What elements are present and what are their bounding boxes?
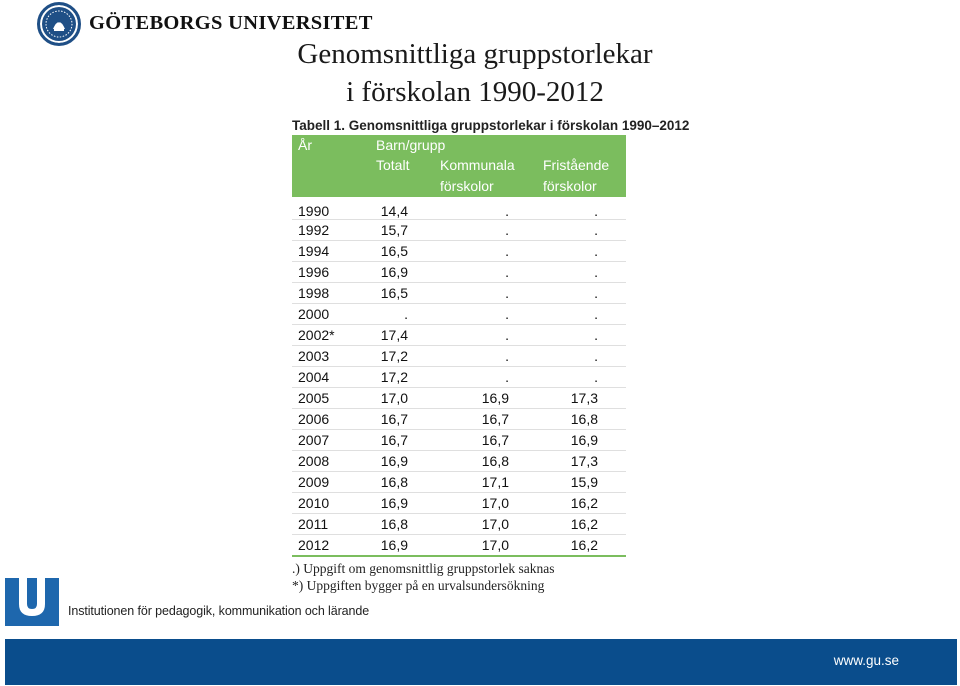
- cell-total: .: [370, 304, 434, 325]
- table-caption: Tabell 1. Genomsnittliga gruppstorlekar i förskolan 1990–2012: [292, 118, 690, 133]
- table-row: [292, 262, 626, 283]
- cell-municipal: .: [434, 283, 537, 304]
- cell-year: 2011: [292, 514, 370, 535]
- group-size-table: [292, 135, 626, 557]
- cell-year: 2010: [292, 493, 370, 514]
- cell-independent: .: [537, 220, 626, 241]
- cell-independent: 16,9: [537, 430, 626, 451]
- cell-municipal: .: [434, 346, 537, 367]
- cell-independent: 17,3: [537, 451, 626, 472]
- table-row: [292, 493, 626, 514]
- header-municipal-sub: förskolor: [434, 175, 537, 197]
- cell-year: 2007: [292, 430, 370, 451]
- cell-total: 17,2: [370, 346, 434, 367]
- cell-total: 16,8: [370, 472, 434, 493]
- header-municipal: Kommunala: [434, 155, 537, 175]
- cell-total: 16,5: [370, 283, 434, 304]
- table-row: [292, 325, 626, 346]
- cell-municipal: .: [434, 241, 537, 262]
- header-total: Totalt: [370, 155, 434, 175]
- cell-independent: 17,3: [537, 388, 626, 409]
- cell-independent: 16,2: [537, 535, 626, 557]
- cell-municipal: 16,8: [434, 451, 537, 472]
- cell-independent: .: [537, 367, 626, 388]
- cell-year: 1996: [292, 262, 370, 283]
- cell-municipal: .: [434, 325, 537, 346]
- cell-municipal: .: [434, 220, 537, 241]
- table-row: [292, 197, 626, 220]
- cell-independent: .: [537, 241, 626, 262]
- cell-municipal: 17,0: [434, 493, 537, 514]
- cell-year: 2008: [292, 451, 370, 472]
- note-sample: *) Uppgiften bygger på en urvalsundersökning: [292, 578, 545, 593]
- cell-total: 16,5: [370, 241, 434, 262]
- cell-year: 2000: [292, 304, 370, 325]
- cell-year: 2005: [292, 388, 370, 409]
- institution-u-logo-icon: [5, 578, 59, 626]
- cell-municipal: 17,0: [434, 535, 537, 557]
- header-empty: [292, 175, 370, 197]
- cell-total: 17,4: [370, 325, 434, 346]
- cell-independent: 16,2: [537, 514, 626, 535]
- cell-year: 1998: [292, 283, 370, 304]
- cell-year: 1992: [292, 220, 370, 241]
- cell-municipal: 17,0: [434, 514, 537, 535]
- table-row: [292, 535, 626, 557]
- table-row: [292, 472, 626, 493]
- table-row: [292, 283, 626, 304]
- table-row: [292, 430, 626, 451]
- table-row: [292, 514, 626, 535]
- page-title-line-1: Genomsnittliga gruppstorlekar: [297, 38, 653, 70]
- cell-year: 2004: [292, 367, 370, 388]
- cell-municipal: 16,9: [434, 388, 537, 409]
- note-missing: .) Uppgift om genomsnittlig gruppstorlek saknas: [292, 561, 555, 576]
- cell-total: 17,0: [370, 388, 434, 409]
- cell-independent: 15,9: [537, 472, 626, 493]
- cell-year: 1990: [292, 197, 370, 220]
- cell-independent: .: [537, 304, 626, 325]
- cell-independent: .: [537, 262, 626, 283]
- cell-municipal: .: [434, 367, 537, 388]
- cell-independent: .: [537, 325, 626, 346]
- cell-year: 2003: [292, 346, 370, 367]
- header-empty: [370, 175, 434, 197]
- header-independent-sub: förskolor: [537, 175, 626, 197]
- cell-municipal: 16,7: [434, 409, 537, 430]
- page-title: [220, 35, 730, 111]
- table-row: [292, 451, 626, 472]
- cell-municipal: .: [434, 304, 537, 325]
- footer-bar: [5, 639, 957, 685]
- cell-total: 15,7: [370, 220, 434, 241]
- cell-year: 1994: [292, 241, 370, 262]
- university-name: GÖTEBORGS UNIVERSITET: [89, 12, 373, 34]
- cell-year: 2002*: [292, 325, 370, 346]
- cell-independent: 16,8: [537, 409, 626, 430]
- cell-independent: .: [537, 346, 626, 367]
- university-seal-icon: [37, 2, 81, 46]
- table-image: [292, 116, 766, 594]
- cell-municipal: 17,1: [434, 472, 537, 493]
- cell-total: 14,4: [370, 197, 434, 220]
- cell-total: 16,9: [370, 262, 434, 283]
- header-group: Barn/grupp: [370, 135, 626, 155]
- cell-municipal: .: [434, 262, 537, 283]
- cell-year: 2009: [292, 472, 370, 493]
- cell-municipal: 16,7: [434, 430, 537, 451]
- table-row: [292, 367, 626, 388]
- cell-independent: 16,2: [537, 493, 626, 514]
- table-row: [292, 409, 626, 430]
- cell-total: 16,9: [370, 451, 434, 472]
- cell-total: 16,7: [370, 430, 434, 451]
- table-body: [292, 197, 626, 556]
- footer-url-link[interactable]: www.gu.se: [833, 653, 899, 668]
- cell-total: 17,2: [370, 367, 434, 388]
- cell-total: 16,9: [370, 493, 434, 514]
- header-empty: [292, 155, 370, 175]
- cell-independent: .: [537, 197, 626, 220]
- table-row: [292, 241, 626, 262]
- cell-total: 16,7: [370, 409, 434, 430]
- cell-total: 16,8: [370, 514, 434, 535]
- cell-total: 16,9: [370, 535, 434, 557]
- cell-year: 2012: [292, 535, 370, 557]
- table-row: [292, 220, 626, 241]
- table-notes: [292, 560, 766, 594]
- table-row: [292, 304, 626, 325]
- table-row: [292, 388, 626, 409]
- header-independent: Fristående: [537, 155, 626, 175]
- cell-municipal: .: [434, 197, 537, 220]
- table-row: [292, 346, 626, 367]
- cell-year: 2006: [292, 409, 370, 430]
- header-year: År: [292, 135, 370, 155]
- page-title-line-2: i förskolan 1990-2012: [346, 76, 604, 108]
- institution-name: Institutionen för pedagogik, kommunikation och lärande: [68, 604, 370, 618]
- cell-independent: .: [537, 283, 626, 304]
